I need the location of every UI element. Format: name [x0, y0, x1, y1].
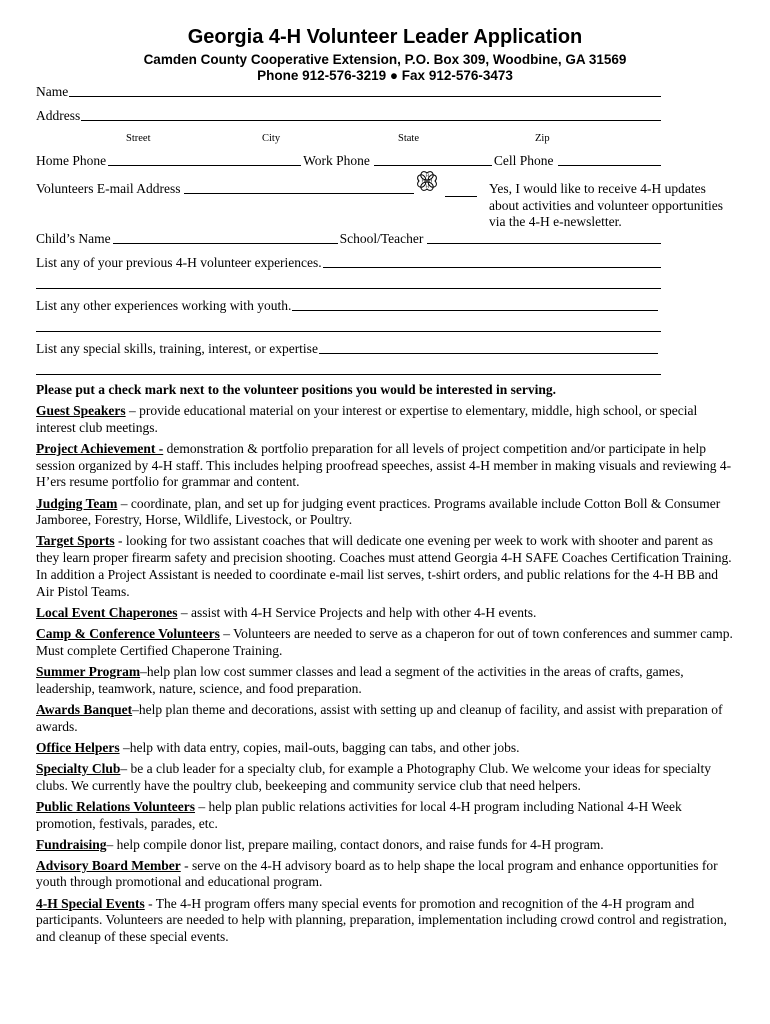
position-item	[36, 605, 736, 622]
other-experience-field[interactable]	[36, 298, 658, 314]
email-label: Volunteers E-mail Address	[36, 181, 181, 196]
skills-line-2[interactable]	[36, 374, 661, 375]
school-teacher-label: School/Teacher	[339, 231, 424, 246]
name-line[interactable]	[69, 96, 661, 97]
position-description: - The 4-H program offers many special events for promotion and recognition of the 4-H program and participants. Volunteers are needed to help with planning, preparation, implementation including crowd control and registration, and cleanup of these special events.	[36, 895, 727, 945]
svg-text:H: H	[421, 179, 425, 185]
position-description: – help plan public relations activities for local 4-H program including National 4-H Week promotion, festivals, parades, etc.	[36, 798, 682, 831]
prev-experience-line[interactable]	[323, 267, 661, 268]
address-city-caption: City	[262, 133, 281, 144]
position-item	[36, 858, 736, 892]
other-experience-line-2[interactable]	[36, 331, 661, 332]
prev-experience-label: List any of your previous 4-H volunteer experiences.	[36, 255, 322, 270]
4-h-clover-icon	[414, 168, 440, 194]
work-phone-line[interactable]	[374, 165, 492, 166]
position-description: – Volunteers are needed to serve as a chaperon for out of town conferences and summer camp. Must complete Certified Chaperone Training.	[36, 626, 733, 658]
position-description: – be a club leader for a specialty club, for example a Photography Club. We welcome your ideas for specialty clubs. We currently have the poultry club, beekeeping and community service club that need helpers.	[36, 760, 711, 793]
position-item	[36, 702, 736, 736]
other-experience-line[interactable]	[292, 310, 658, 311]
school-teacher-line[interactable]	[427, 243, 661, 244]
position-item	[36, 496, 736, 530]
email-line[interactable]	[184, 193, 414, 194]
position-name: 4-H Special Events	[36, 895, 145, 911]
prev-experience-field[interactable]	[36, 255, 661, 271]
positions-list	[36, 403, 736, 950]
office-address: Camden County Cooperative Extension, P.O. Box 309, Woodbine, GA 31569	[143, 52, 627, 67]
child-name-label: Child’s Name	[36, 231, 111, 246]
position-name: Awards Banquet	[36, 701, 133, 717]
skills-field[interactable]	[36, 341, 658, 357]
address-street-caption: Street	[126, 133, 151, 144]
position-name: Advisory Board Member	[36, 857, 181, 873]
position-item	[36, 896, 736, 946]
skills-line[interactable]	[319, 353, 658, 354]
position-description: –help plan theme and decorations, assist with setting up and cleanup of facility, and assist with preparation of awards.	[36, 701, 723, 734]
position-name: Office Helpers	[36, 739, 120, 755]
name-field[interactable]	[36, 84, 661, 100]
position-item	[36, 441, 736, 491]
position-name: Public Relations Volunteers	[36, 798, 196, 814]
position-description: –help with data entry, copies, mail-outs, bagging can tabs, and other jobs.	[119, 739, 520, 755]
address-label: Address	[36, 108, 81, 123]
position-description: – help compile donor list, prepare mailing, contact donors, and raise funds for 4-H program.	[106, 836, 604, 852]
page-title: Georgia 4-H Volunteer Leader Application	[187, 26, 583, 48]
position-item	[36, 799, 736, 833]
position-name: Project Achievement -	[36, 440, 164, 456]
child-name-line[interactable]	[113, 243, 338, 244]
position-description: – assist with 4-H Service Projects and help with other 4-H events.	[177, 604, 537, 620]
cell-phone-line[interactable]	[558, 165, 661, 166]
work-phone-label: Work Phone	[303, 153, 370, 168]
position-name: Judging Team	[36, 495, 118, 511]
phone-row	[36, 153, 661, 169]
home-phone-line[interactable]	[108, 165, 301, 166]
child-row	[36, 231, 661, 247]
office-contact: Phone 912-576-3219 ● Fax 912-576-3473	[257, 68, 513, 83]
position-description: – provide educational material on your interest or expertise to elementary, middle, high school, or special interest club meetings.	[36, 403, 698, 435]
position-item	[36, 761, 736, 795]
position-description: – coordinate, plan, and set up for judging event practices. Programs available include Cotton Boll & Consumer Jamboree, Forestry, Horse, Wildlife, Livestock, or Poultry.	[36, 495, 721, 528]
skills-label: List any special skills, training, interest, or expertise	[36, 341, 318, 356]
position-item	[36, 837, 736, 854]
newsletter-checkbox-line[interactable]	[445, 181, 477, 197]
address-state-caption: State	[398, 133, 419, 144]
positions-heading: Please put a check mark next to the volunteer positions you would be interested in serving.	[36, 382, 557, 397]
position-item	[36, 626, 736, 660]
address-zip-caption: Zip	[535, 133, 550, 144]
position-name: Target Sports	[36, 533, 115, 549]
svg-text:H: H	[429, 179, 433, 185]
position-item	[36, 533, 736, 600]
svg-text:H: H	[425, 174, 429, 179]
position-description: - looking for two assistant coaches that will dedicate one evening per week to work with shooter and parent as they learn proper firearm safety and precision shooting. Coaches must attend Georgia 4-H SAFE Coaches Certification Training. In addition a Project Assistant is needed to coordinate e-mail list serves, t-shirt orders, and public relations for the 4-H BB and Air Pistol Teams.	[36, 533, 732, 599]
address-line[interactable]	[81, 120, 661, 121]
newsletter-text: Yes, I would like to receive 4-H updates about activities and volunteer opportunities via the 4-H e-newsletter.	[489, 181, 723, 229]
position-item	[36, 403, 736, 437]
position-name: Fundraising	[36, 836, 107, 852]
prev-experience-line-2[interactable]	[36, 288, 661, 289]
position-name: Camp & Conference Volunteers	[36, 626, 220, 642]
address-field[interactable]	[36, 108, 661, 124]
position-name: Summer Program	[36, 663, 141, 679]
position-description: demonstration & portfolio preparation for all levels of project competition and/or participate in help session organized by 4-H staff. This includes helping proofread speeches, assist 4-H member in making visuals and reviewing 4-H’ers resume portfolio for grammar and content.	[36, 440, 732, 490]
other-experience-label: List any other experiences working with youth.	[36, 298, 292, 313]
name-label: Name	[36, 84, 69, 99]
position-name: Specialty Club	[36, 760, 121, 776]
position-description: –help plan low cost summer classes and lead a segment of the activities in the areas of crafts, games, leadership, teamwork, nature, science, and food preparation.	[36, 663, 684, 696]
position-item	[36, 664, 736, 698]
position-name: Guest Speakers	[36, 403, 126, 418]
position-name: Local Event Chaperones	[36, 604, 178, 620]
position-description: - serve on the 4-H advisory board as to help shape the local program and enhance opportunities for youth through promotional and educational program.	[36, 857, 718, 890]
home-phone-label: Home Phone	[36, 153, 107, 168]
cell-phone-label: Cell Phone	[493, 153, 554, 168]
email-field[interactable]	[36, 181, 414, 197]
svg-text:H: H	[425, 185, 429, 190]
position-item	[36, 740, 736, 757]
